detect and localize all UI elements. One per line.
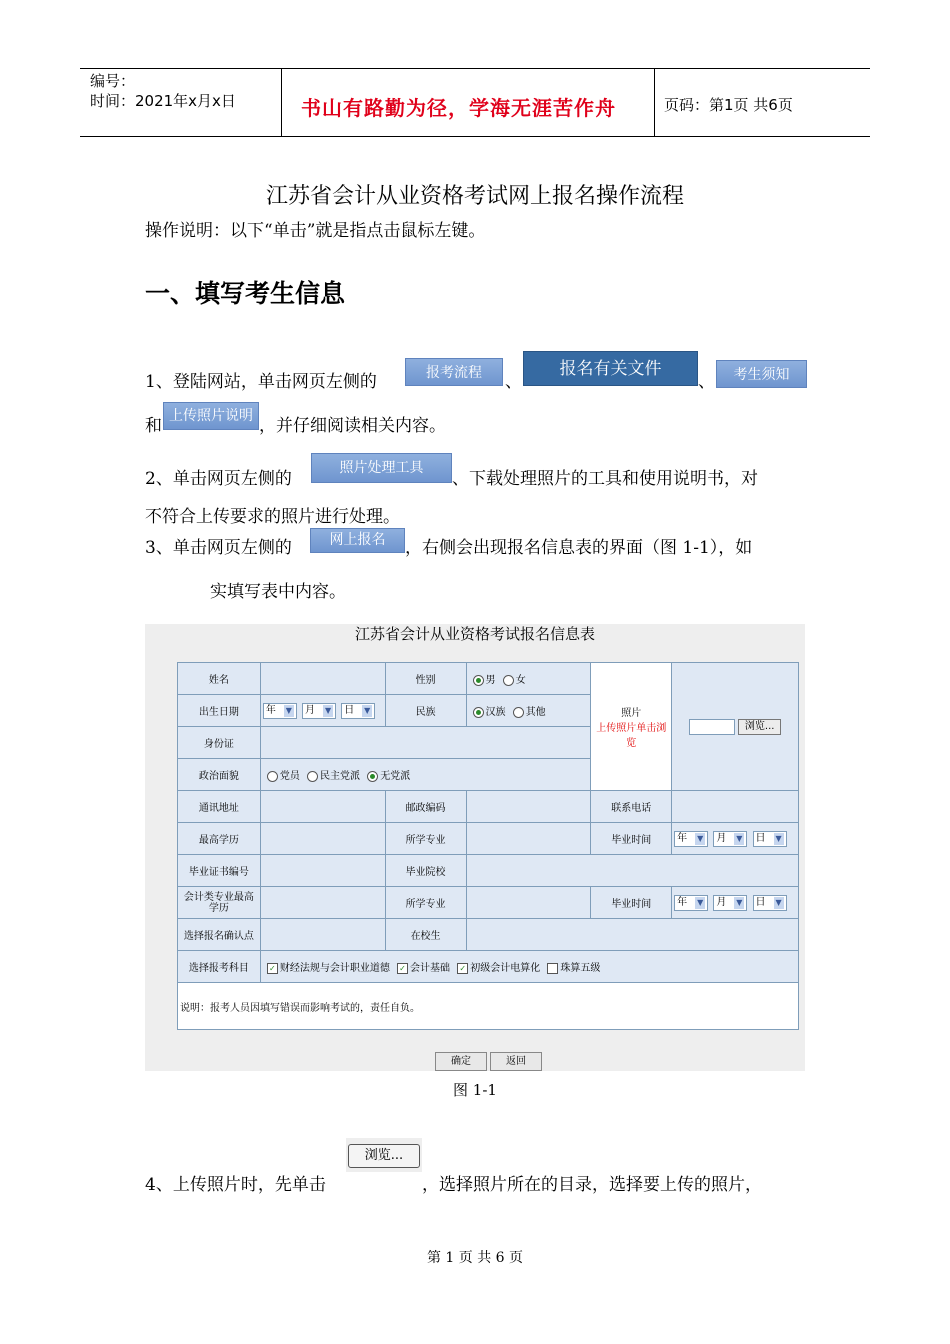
confirm-button[interactable]: 确定 bbox=[435, 1052, 487, 1071]
subj2-label: 会计基础 bbox=[410, 963, 451, 974]
none-party-radio[interactable] bbox=[367, 771, 378, 782]
school-field[interactable] bbox=[466, 855, 799, 887]
label-confirm-point: 选择报名确认点 bbox=[178, 919, 261, 951]
none-party-label: 无党派 bbox=[380, 771, 411, 782]
step3-suffix: ，右侧会出现报名信息表的界面（图 1-1），如 bbox=[405, 538, 753, 558]
label-subjects: 选择报考科目 bbox=[178, 951, 261, 983]
section-heading: 一、填写考生信息 bbox=[145, 279, 346, 308]
label-id-card: 身份证 bbox=[178, 727, 261, 759]
label-acc-edu: 会计类专业最高学历 bbox=[178, 887, 261, 919]
birth-day-select[interactable]: 日 ▼ bbox=[341, 703, 375, 719]
major-field-2[interactable] bbox=[466, 887, 591, 919]
party-label: 党员 bbox=[279, 771, 300, 782]
chevron-down-icon: ▼ bbox=[324, 705, 332, 715]
subj3-label: 初级会计电算化 bbox=[470, 963, 541, 974]
label-name: 姓名 bbox=[178, 663, 261, 695]
step4-text: 4、上传照片时，先单击 bbox=[145, 1175, 326, 1195]
intro-text: 操作说明：以下“单击”就是指点击鼠标左键。 bbox=[145, 221, 486, 241]
male-label: 男 bbox=[485, 675, 496, 686]
form-title: 江苏省会计从业资格考试报名信息表 bbox=[354, 625, 595, 643]
header-divider bbox=[281, 68, 282, 136]
chevron-down-icon: ▼ bbox=[775, 897, 782, 907]
header-bottom-rule bbox=[80, 136, 870, 137]
photo-browse-button[interactable]: 浏览... bbox=[738, 719, 782, 735]
label-photo: 照片 bbox=[621, 708, 642, 719]
nav-button-photo-desc[interactable]: 上传照片说明 bbox=[163, 402, 259, 430]
party-radio[interactable] bbox=[267, 771, 278, 782]
doc-title: 江苏省会计从业资格考试网上报名操作流程 bbox=[265, 184, 684, 209]
grad-month-select[interactable]: 月 ▼ bbox=[713, 831, 747, 847]
phone-field[interactable] bbox=[672, 791, 799, 823]
nav-button-notice[interactable]: 考生须知 bbox=[716, 360, 807, 388]
subjects-options bbox=[260, 951, 798, 983]
page-footer: 第 1 页 共 6 页 bbox=[426, 1250, 524, 1266]
grad-time-selects-2 bbox=[672, 887, 799, 919]
subj1-label: 财经法规与会计职业道德 bbox=[279, 963, 390, 974]
chevron-down-icon: ▼ bbox=[285, 705, 292, 715]
figure-caption: 图 1-1 bbox=[453, 1081, 497, 1099]
democratic-label: 民主党派 bbox=[320, 771, 361, 782]
header-divider bbox=[654, 68, 655, 136]
label-postcode: 邮政编码 bbox=[385, 791, 466, 823]
han-radio[interactable] bbox=[473, 707, 484, 718]
chevron-down-icon: ▼ bbox=[736, 897, 743, 907]
political-options bbox=[260, 759, 590, 791]
name-field[interactable] bbox=[260, 663, 385, 695]
grad-time-selects bbox=[672, 823, 799, 855]
step1-and: 和 bbox=[145, 416, 162, 436]
nav-button-photo-tool[interactable]: 照片处理工具 bbox=[311, 453, 452, 483]
label-education: 最高学历 bbox=[178, 823, 261, 855]
form-note: 说明：报考人员因填写错误而影响考试的，责任自负。 bbox=[180, 1002, 420, 1014]
label-student: 在校生 bbox=[385, 919, 466, 951]
separator: 、 bbox=[505, 372, 522, 392]
photo-cell bbox=[591, 663, 672, 791]
label-phone: 联系电话 bbox=[591, 791, 672, 823]
chevron-down-icon: ▼ bbox=[364, 705, 371, 715]
chevron-down-icon: ▼ bbox=[697, 897, 704, 907]
label-major-2: 所学专业 bbox=[385, 887, 466, 919]
male-radio[interactable] bbox=[473, 675, 484, 686]
cert-no-field[interactable] bbox=[260, 855, 385, 887]
postcode-field[interactable] bbox=[466, 791, 591, 823]
step3-line2: 实填写表中内容。 bbox=[210, 582, 346, 602]
female-label: 女 bbox=[515, 675, 526, 686]
label-gender: 性别 bbox=[385, 663, 466, 695]
subj4-label: 珠算五级 bbox=[560, 963, 601, 974]
grad-day-select[interactable]: 日 ▼ bbox=[753, 831, 787, 847]
democratic-radio[interactable] bbox=[307, 771, 318, 782]
nav-button-online-reg[interactable]: 网上报名 bbox=[310, 528, 405, 553]
birth-month-select[interactable]: 月 ▼ bbox=[302, 703, 336, 719]
female-radio[interactable] bbox=[503, 675, 514, 686]
registration-form-table bbox=[177, 662, 799, 1030]
time-label: 时间：2021年x月x日 bbox=[90, 92, 236, 110]
subj2-checkbox[interactable]: ✓ bbox=[397, 963, 408, 974]
registration-form-figure bbox=[145, 624, 805, 1071]
birth-selects bbox=[260, 695, 385, 727]
separator: 、 bbox=[698, 372, 715, 392]
browse-button[interactable]: 浏览... bbox=[348, 1144, 420, 1168]
label-cert-no: 毕业证书编号 bbox=[178, 855, 261, 887]
chevron-down-icon: ▼ bbox=[697, 833, 704, 843]
label-address: 通讯地址 bbox=[178, 791, 261, 823]
subj3-checkbox[interactable]: ✓ bbox=[457, 963, 468, 974]
step4-suffix: ，选择照片所在的目录，选择要上传的照片， bbox=[422, 1175, 762, 1195]
label-grad-time-2: 毕业时间 bbox=[591, 887, 672, 919]
birth-year-select[interactable]: 年 ▼ bbox=[263, 703, 297, 719]
grad-year-select[interactable]: 年 ▼ bbox=[674, 831, 708, 847]
acc-edu-field[interactable] bbox=[260, 887, 385, 919]
other-label: 其他 bbox=[525, 707, 546, 718]
step1-suffix: ，并仔细阅读相关内容。 bbox=[259, 416, 446, 436]
han-label: 汉族 bbox=[485, 707, 506, 718]
step2-line2: 不符合上传要求的照片进行处理。 bbox=[145, 507, 400, 527]
other-radio[interactable] bbox=[513, 707, 524, 718]
photo-file-input[interactable] bbox=[689, 719, 735, 735]
gender-options bbox=[466, 663, 591, 695]
page-info: 页码：第1页 共6页 bbox=[664, 96, 793, 114]
number-label: 编号： bbox=[90, 72, 136, 90]
chevron-down-icon: ▼ bbox=[775, 833, 782, 843]
photo-upload-hint: 上传照片单击浏览 bbox=[596, 723, 667, 749]
chevron-down-icon: ▼ bbox=[736, 833, 743, 843]
grad2-year-select[interactable]: 年 ▼ bbox=[674, 895, 708, 911]
subj1-checkbox[interactable]: ✓ bbox=[267, 963, 278, 974]
grad2-day-select[interactable]: 日 ▼ bbox=[753, 895, 787, 911]
motto: 书山有路勤为径，学海无涯苦作舟 bbox=[301, 96, 616, 120]
label-major: 所学专业 bbox=[385, 823, 466, 855]
id-card-field[interactable] bbox=[260, 727, 590, 759]
nav-button-files[interactable]: 报名有关文件 bbox=[523, 351, 698, 386]
education-field[interactable] bbox=[260, 823, 385, 855]
label-birth: 出生日期 bbox=[178, 695, 261, 727]
header-top-rule bbox=[80, 68, 870, 69]
step3-text: 3、单击网页左侧的 bbox=[145, 538, 292, 558]
label-political: 政治面貌 bbox=[178, 759, 261, 791]
back-button[interactable]: 返回 bbox=[490, 1052, 542, 1071]
student-field[interactable] bbox=[466, 919, 799, 951]
subj4-checkbox[interactable] bbox=[547, 963, 558, 974]
step2-text: 2、单击网页左侧的 bbox=[145, 469, 292, 489]
address-field[interactable] bbox=[260, 791, 385, 823]
label-grad-time: 毕业时间 bbox=[591, 823, 672, 855]
label-school: 毕业院校 bbox=[385, 855, 466, 887]
note-cell bbox=[178, 983, 799, 1030]
browse-image-bg bbox=[346, 1138, 422, 1172]
major-field[interactable] bbox=[466, 823, 591, 855]
confirm-point-field[interactable] bbox=[260, 919, 385, 951]
photo-upload-cell bbox=[672, 663, 799, 791]
ethnic-options bbox=[466, 695, 591, 727]
step1-text: 1、登陆网站，单击网页左侧的 bbox=[145, 372, 377, 392]
step2-suffix: 、下载处理照片的工具和使用说明书，对 bbox=[452, 469, 758, 489]
nav-button-process[interactable]: 报考流程 bbox=[405, 358, 503, 386]
grad2-month-select[interactable]: 月 ▼ bbox=[713, 895, 747, 911]
label-ethnic: 民族 bbox=[385, 695, 466, 727]
